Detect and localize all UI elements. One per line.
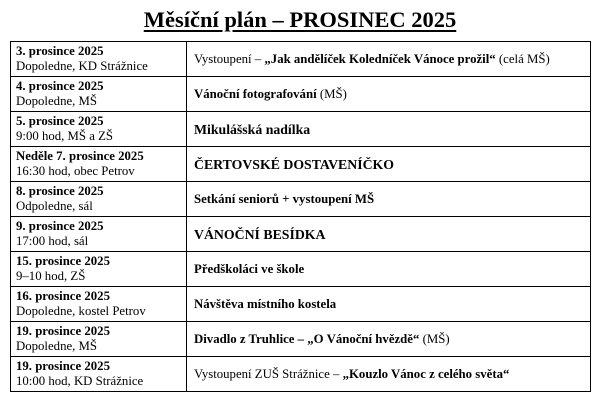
event-name: ČERTOVSKÉ DOSTAVENÍČKO [194, 156, 395, 172]
event-note: (celá MŠ) [495, 51, 550, 66]
date-cell [11, 252, 187, 287]
event-name: Divadlo z Truhlice – „O Vánoční hvězdě“ [194, 331, 420, 346]
event-note: Vystoupení – [194, 51, 265, 66]
plan-row [11, 147, 591, 182]
event-name: Návštěva místního kostela [194, 296, 337, 311]
event-time-place: Dopoledne, MŠ [16, 338, 98, 353]
plan-row [11, 112, 591, 147]
event-cell [187, 147, 591, 182]
event-cell [187, 42, 591, 77]
event-name: Vánoční fotografování [194, 86, 317, 101]
date-cell [11, 357, 187, 392]
plan-row [11, 217, 591, 252]
event-cell [187, 322, 591, 357]
date-cell [11, 147, 187, 182]
date-cell [11, 182, 187, 217]
event-date: 5. prosince 2025 [16, 114, 104, 128]
plan-row [11, 252, 591, 287]
event-cell [187, 252, 591, 287]
plan-row [11, 357, 591, 392]
plan-row [11, 77, 591, 112]
event-time-place: 17:00 hod, sál [16, 233, 89, 248]
event-cell [187, 77, 591, 112]
event-cell [187, 182, 591, 217]
event-date: Neděle 7. prosince 2025 [16, 149, 144, 163]
monthly-plan-table [10, 41, 591, 392]
event-cell [187, 112, 591, 147]
event-date: 4. prosince 2025 [16, 79, 104, 93]
event-time-place: 10:00 hod, KD Strážnice [16, 373, 144, 388]
event-note: (MŠ) [419, 331, 450, 346]
event-date: 15. prosince 2025 [16, 254, 110, 268]
plan-row [11, 42, 591, 77]
event-date: 3. prosince 2025 [16, 44, 104, 58]
event-name: Předškoláci ve škole [194, 261, 305, 276]
event-time-place: Odpoledne, sál [16, 198, 93, 213]
plan-row [11, 322, 591, 357]
date-cell [11, 77, 187, 112]
event-time-place: Dopoledne, KD Strážnice [16, 58, 148, 73]
event-time-place: Dopoledne, MŠ [16, 93, 98, 108]
date-cell [11, 217, 187, 252]
plan-row [11, 287, 591, 322]
event-date: 9. prosince 2025 [16, 219, 104, 233]
event-note: Vystoupení ZUŠ Strážnice – [194, 366, 343, 381]
event-name: Mikulášská nadílka [194, 121, 311, 137]
page-title: Měsíční plán – PROSINEC 2025 [143, 7, 457, 32]
event-date: 16. prosince 2025 [16, 289, 110, 303]
date-cell [11, 322, 187, 357]
date-cell [11, 112, 187, 147]
plan-row [11, 182, 591, 217]
event-time-place: 9–10 hod, ZŠ [16, 268, 86, 283]
event-date: 19. prosince 2025 [16, 359, 110, 373]
event-cell [187, 217, 591, 252]
event-name: „Kouzlo Vánoc z celého světa“ [342, 366, 510, 381]
date-cell [11, 42, 187, 77]
event-name: „Jak andělíček Koledníček Vánoce prožil“ [264, 51, 496, 66]
event-time-place: 9:00 hod, MŠ a ZŠ [16, 128, 114, 143]
event-name: Setkání seniorů + vystoupení MŠ [194, 191, 375, 206]
event-cell [187, 357, 591, 392]
event-date: 8. prosince 2025 [16, 184, 104, 198]
event-time-place: 16:30 hod, obec Petrov [16, 163, 135, 178]
event-name: VÁNOČNÍ BESÍDKA [194, 226, 326, 242]
plan-table-body [11, 42, 591, 392]
event-time-place: Dopoledne, kostel Petrov [16, 303, 146, 318]
event-cell [187, 287, 591, 322]
event-note: (MŠ) [316, 86, 347, 101]
date-cell [11, 287, 187, 322]
event-date: 19. prosince 2025 [16, 324, 110, 338]
